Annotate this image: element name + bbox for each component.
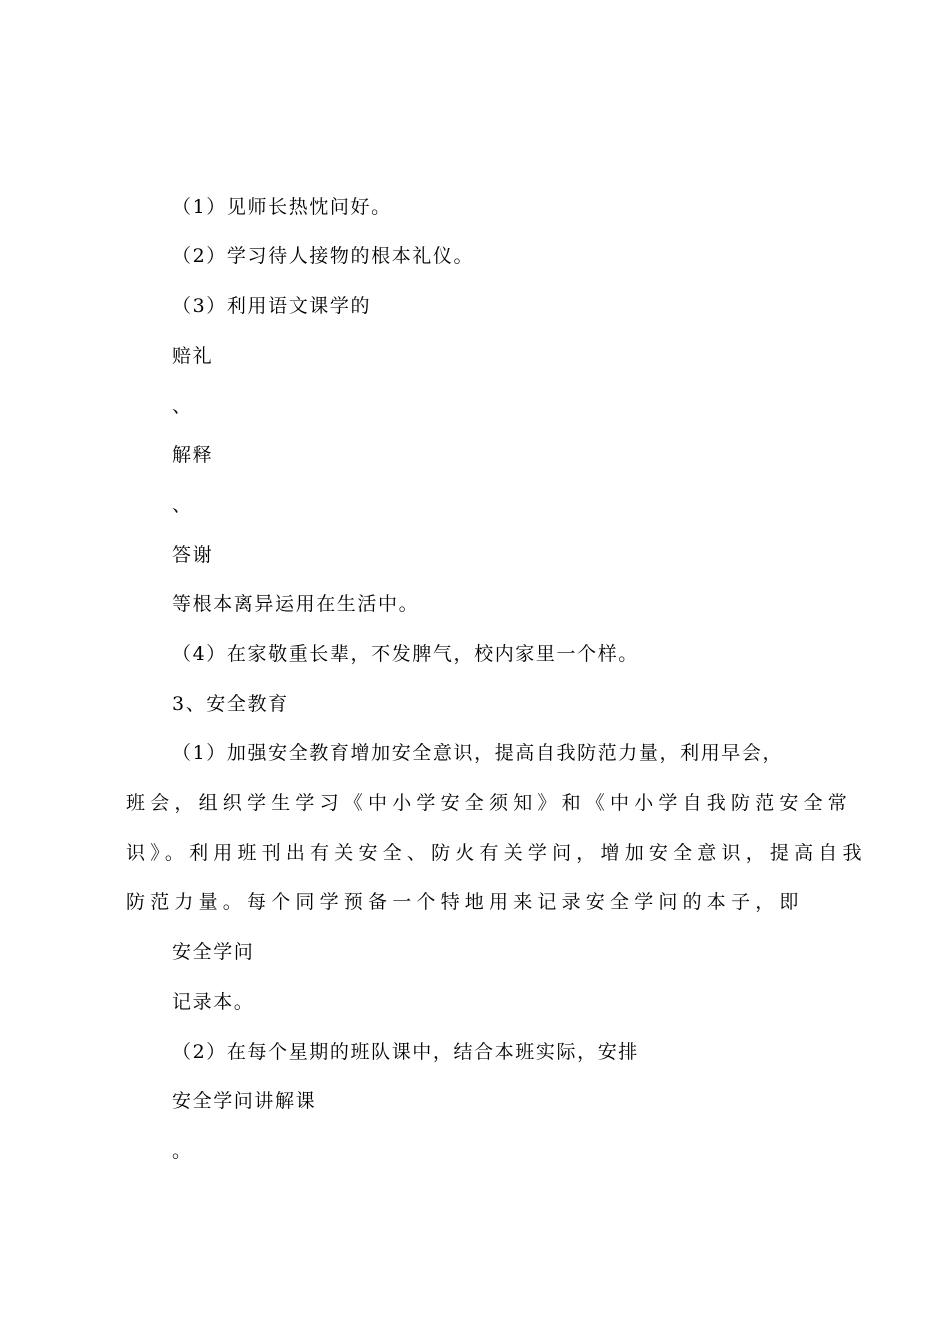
- text-line-2: （2）学习待人接物的根本礼仪。: [172, 245, 475, 267]
- text-line-1: （1）见师长热忱问好。: [172, 196, 392, 218]
- text-line-15: 防范力量。每个同学预备一个特地用来记录安全学问的本子，即: [126, 891, 804, 913]
- text-line-4: 赔礼: [172, 345, 214, 367]
- text-line-16: 安全学问: [172, 941, 255, 963]
- text-line-8: 答谢: [172, 544, 214, 566]
- text-line-18: （2）在每个星期的班队课中，结合本班实际，安排: [172, 1041, 639, 1063]
- text-line-19: 安全学问讲解课: [172, 1090, 317, 1112]
- text-line-14: 识》。利用班刊出有关安全、防火有关学问，增加安全意识，提高自我: [126, 842, 867, 864]
- text-line-9: 等根本离异运用在生活中。: [172, 593, 420, 615]
- text-line-10: （4）在家敬重长辈，不发脾气，校内家里一个样。: [172, 643, 639, 665]
- text-line-17: 记录本。: [172, 991, 255, 1013]
- text-line-5: 、: [172, 395, 193, 417]
- text-line-3: （3）利用语文课学的: [172, 295, 372, 317]
- text-line-7: 、: [172, 494, 193, 516]
- text-line-12: （1）加强安全教育增加安全意识，提高自我防范力量，利用早会，: [172, 742, 784, 764]
- text-line-13: 班会，组织学生学习《中小学安全须知》和《中小学自我防范安全常: [126, 792, 853, 814]
- text-line-6: 解释: [172, 444, 214, 466]
- section-heading: 3、安全教育: [172, 693, 289, 715]
- text-line-20: 。: [172, 1140, 193, 1162]
